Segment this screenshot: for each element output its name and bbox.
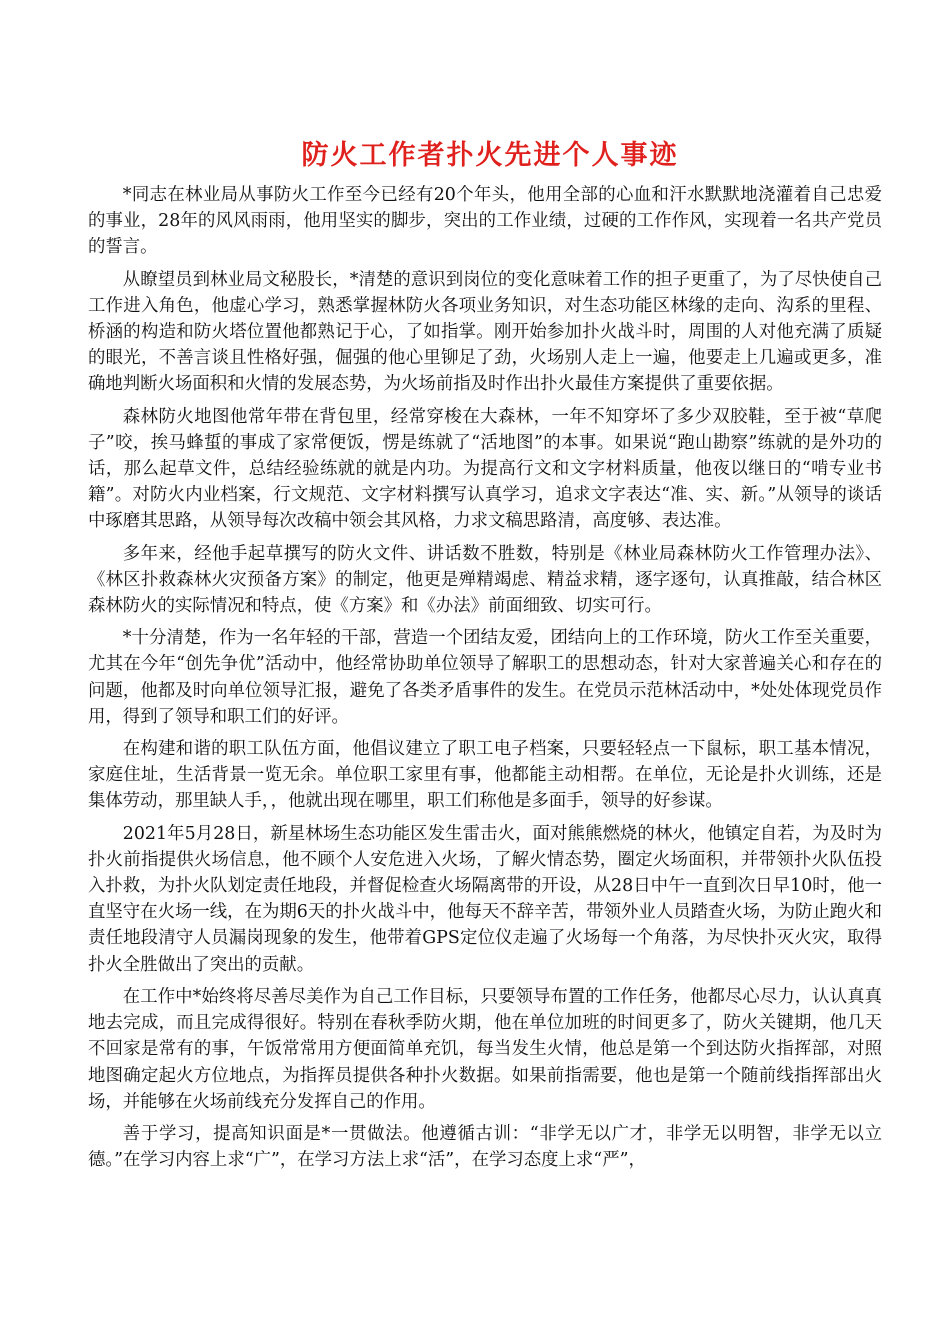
paragraph-4: 多年来，经他手起草撰写的防火文件、讲话数不胜数，特别是《林业局森林防火工作管理办法》、《林区扑救森林火灾预备方案》的制定，他更是殚精竭虑、精益求精，逐字逐句，认真推敲，结合林区森林防火的实际情况和特点，使《方案》和《办法》前面细致、切实可行。 <box>88 543 882 617</box>
paragraph-1: *同志在林业局从事防火工作至今已经有20个年头，他用全部的心血和汗水默默地浇灌着自己忠爱的事业，28年的风风雨雨，他用坚实的脚步，突出的工作业绩，过硬的工作作风，实现着一名共产党员的誓言。 <box>88 185 882 258</box>
paragraph-7: 2021年5月28日，新星林场生态功能区发生雷击火，面对熊熊燃烧的林火，他镇定自若，为及时为扑火前指提供火场信息，他不顾个人安危进入火场，了解火情态势，圈定火场面积，并带领扑火队伍投入扑救，为扑火队划定责任地段，并督促检查火场隔离带的开设，从28日中午一直到次日早10时，他一直坚守在火场一线，在为期6天的扑火战斗中，他每天不辞辛苦，带领外业人员踏查火场，为防止跑火和责任地段清守人员漏岗现象的发生，他带着GPS定位仪走遍了火场每一个角落，为尽快扑灭火灾，取得扑火全胜做出了突出的贡献。 <box>88 823 882 975</box>
paragraph-8: 在工作中*始终将尽善尽美作为自己工作目标，只要领导布置的工作任务，他都尽心尽力，认认真真地去完成，而且完成得很好。特别在春秋季防火期，他在单位加班的时间更多了，防火关键期，他几天不回家是常有的事，午饭常常用方便面简单充饥，每当发生火情，他总是第一个到达防火指挥部，对照地图确定起火方位地点，为指挥员提供各种扑火数据。如果前指需要，他也是第一个随前线指挥部出火场，并能够在火场前线充分发挥自己的作用。 <box>88 986 882 1112</box>
paragraph-9: 善于学习，提高知识面是*一贯做法。他遵循古训：“非学无以广才，非学无以明智，非学无以立德。”在学习内容上求“广”，在学习方法上求“活”，在学习态度上求“严”， <box>88 1123 882 1171</box>
paragraph-6: 在构建和谐的职工队伍方面，他倡议建立了职工电子档案，只要轻轻点一下鼠标，职工基本情况，家庭住址，生活背景一览无余。单位职工家里有事，他都能主动相帮。在单位，无论是扑火训练，还是集体劳动，那里缺人手，，他就出现在哪里，职工们称他是多面手，领导的好参谋。 <box>88 739 882 812</box>
document-title: 防火工作者扑火先进个人事迹 <box>301 140 679 171</box>
paragraph-2: 从瞭望员到林业局文秘股长，*清楚的意识到岗位的变化意味着工作的担子更重了，为了尽快使自己工作进入角色，他虚心学习，熟悉掌握林防火各项业务知识，对生态功能区林缘的走向、沟系的里程、桥涵的构造和防火塔位置他都熟记于心，了如指掌。刚开始参加扑火战斗时，周围的人对他充满了质疑的眼光，不善言谈且性格好强，倔强的他心里铆足了劲，火场别人走上一遍，他要走上几遍或更多，准确地判断火场面积和火情的发展态势，为火场前指及时作出扑火最佳方案提供了重要依据。 <box>88 269 882 395</box>
document-body <box>88 182 882 1179</box>
paragraph-5: *十分清楚，作为一名年轻的干部，营造一个团结友爱，团结向上的工作环境，防火工作至关重要，尤其在今年“创先争优”活动中，他经常协助单位领导了解职工的思想动态，针对大家普遍关心和存在的问题，他都及时向单位领导汇报，避免了各类矛盾事件的发生。在党员示范林活动中，*处处体现党员作用，得到了领导和职工们的好评。 <box>88 628 882 727</box>
paragraph-3: 森林防火地图他常年带在背包里，经常穿梭在大森林，一年不知穿坏了多少双胶鞋，至于被“草爬子”咬，挨马蜂蜇的事成了家常便饭，愣是练就了“活地图”的本事。如果说“跑山勘察”练就的是外功的话，那么起草文件，总结经验练就的就是内功。为提高行文和文字材料质量，他夜以继日的“啃专业书籍”。对防火内业档案，行文规范、文字材料撰写认真学习，追求文字表达“准、实、新。”从领导的谈话中琢磨其思路，从领导每次改稿中领会其风格，力求文稿思路清，高度够、表达准。 <box>88 406 882 532</box>
